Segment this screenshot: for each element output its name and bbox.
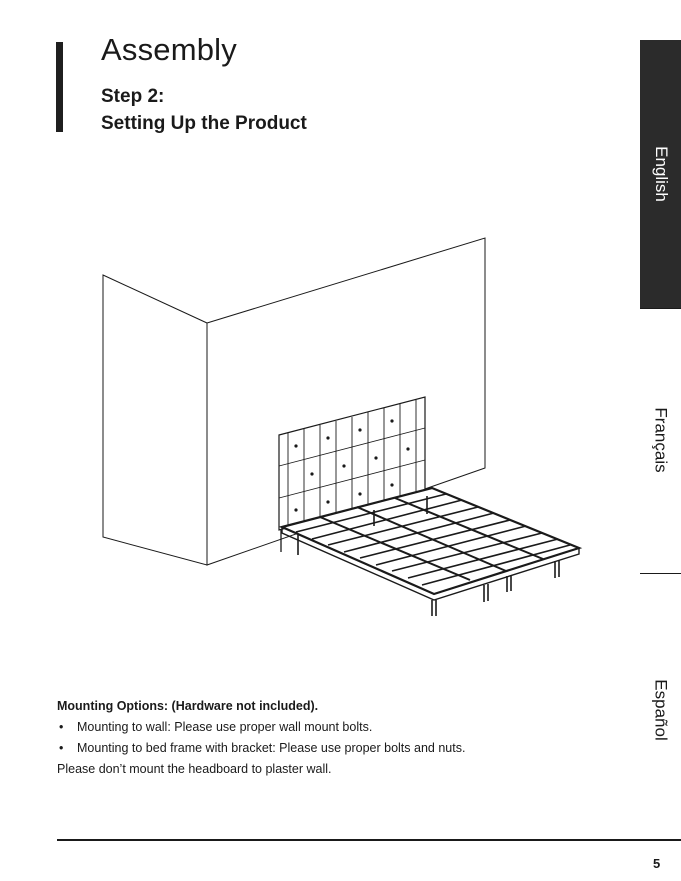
mounting-list — [57, 720, 627, 755]
tab-francais-label: Français — [651, 407, 671, 473]
mounting-heading: Mounting Options: (Hardware not included). — [57, 699, 319, 713]
page-title: Assembly — [101, 32, 237, 67]
title-accent-bar — [56, 42, 63, 132]
list-item: • Mounting to wall: Please use proper wall mount bolts. — [57, 720, 627, 734]
list-item: • Mounting to bed frame with bracket: Please use proper bolts and nuts. — [57, 741, 627, 755]
plaster-wall-warning: Please don’t mount the headboard to plaster wall. — [57, 762, 332, 776]
mounting-options — [57, 699, 627, 776]
tab-espanol[interactable] — [640, 640, 681, 780]
tab-francais[interactable] — [640, 370, 681, 510]
footer-divider — [57, 839, 681, 841]
page-number: 5 — [653, 856, 661, 871]
tab-divider — [640, 573, 681, 574]
step-title: Setting Up the Product — [101, 113, 307, 134]
tab-english[interactable] — [640, 40, 681, 308]
bed-frame-illustration — [95, 232, 585, 622]
wall-left — [103, 275, 207, 565]
tab-english-label: English — [651, 146, 671, 202]
tab-divider — [640, 308, 681, 309]
step-number: Step 2: — [101, 86, 165, 107]
tab-espanol-label: Español — [651, 679, 671, 741]
